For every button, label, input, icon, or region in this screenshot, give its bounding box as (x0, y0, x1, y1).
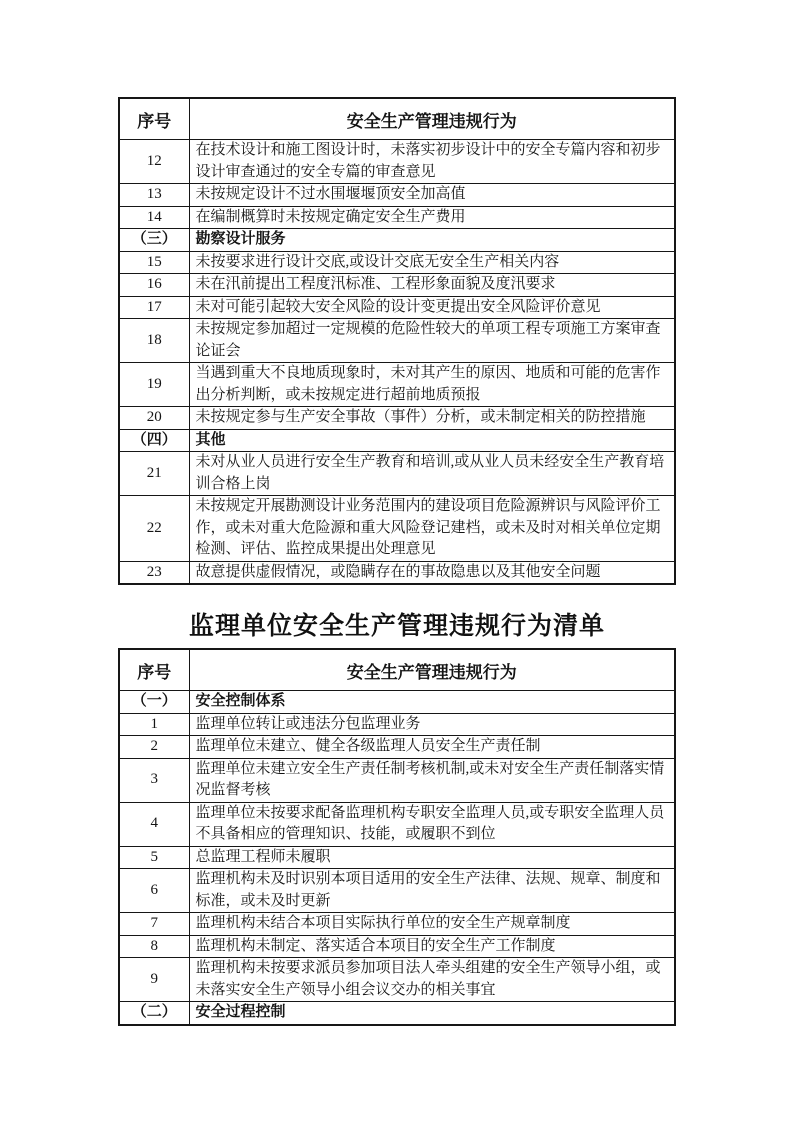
table-row (119, 935, 675, 958)
row-number-cell: （一） (119, 691, 189, 714)
table-row (119, 206, 675, 229)
column-header-serial-number: 序号 (119, 649, 189, 691)
violation-text-cell: 未按要求进行设计交底,或设计交底无安全生产相关内容 (189, 251, 675, 274)
row-number-cell: 21 (119, 452, 189, 496)
row-number-cell: 19 (119, 363, 189, 407)
violation-text-cell: 监理机构未按要求派员参加项目法人牵头组建的安全生产领导小组，或未落实安全生产领导小组会议交办的相关事宜 (189, 958, 675, 1002)
table-row (119, 846, 675, 869)
row-number-cell: 15 (119, 251, 189, 274)
violation-text-cell: 监理单位未建立安全生产责任制考核机制,或未对安全生产责任制落实情况监督考核 (189, 758, 675, 802)
section-row (119, 229, 675, 252)
row-number-cell: 17 (119, 296, 189, 319)
section-row (119, 691, 675, 714)
table-row (119, 802, 675, 846)
row-number-cell: 7 (119, 913, 189, 936)
row-number-cell: 16 (119, 274, 189, 297)
row-number-cell: 5 (119, 846, 189, 869)
violation-text-cell: 监理单位未按要求配备监理机构专职安全监理人员,或专职安全监理人员不具备相应的管理知识、技能，或履职不到位 (189, 802, 675, 846)
table-row (119, 184, 675, 207)
row-number-cell: 18 (119, 319, 189, 363)
row-number-cell: 20 (119, 407, 189, 430)
table-row (119, 958, 675, 1002)
violation-text-cell: 勘察设计服务 (189, 229, 675, 252)
row-number-cell: 8 (119, 935, 189, 958)
violation-text-cell: 总监理工程师未履职 (189, 846, 675, 869)
row-number-cell: 9 (119, 958, 189, 1002)
table-row (119, 869, 675, 913)
table-row (119, 296, 675, 319)
row-number-cell: 14 (119, 206, 189, 229)
table-header-row (119, 98, 675, 140)
table-row (119, 452, 675, 496)
violation-text-cell: 故意提供虚假情况，或隐瞒存在的事故隐患以及其他安全问题 (189, 561, 675, 584)
row-number-cell: （二） (119, 1002, 189, 1025)
row-number-cell: 3 (119, 758, 189, 802)
table-row (119, 561, 675, 584)
violation-text-cell: 监理机构未及时识别本项目适用的安全生产法律、法规、规章、制度和标准，或未及时更新 (189, 869, 675, 913)
row-number-cell: （三） (119, 229, 189, 252)
violation-text-cell: 监理单位转让或违法分包监理业务 (189, 713, 675, 736)
table-row (119, 736, 675, 759)
row-number-cell: 2 (119, 736, 189, 759)
violation-text-cell: 未对从业人员进行安全生产教育和培训,或从业人员未经安全生产教育培训合格上岗 (189, 452, 675, 496)
violation-text-cell: 未在汛前提出工程度汛标准、工程形象面貌及度汛要求 (189, 274, 675, 297)
violation-text-cell: 安全过程控制 (189, 1002, 675, 1025)
table-row (119, 140, 675, 184)
violation-text-cell: 安全控制体系 (189, 691, 675, 714)
column-header-violation: 安全生产管理违规行为 (189, 98, 675, 140)
row-number-cell: 23 (119, 561, 189, 584)
violation-text-cell: 在编制概算时未按规定确定安全生产费用 (189, 206, 675, 229)
table-row (119, 274, 675, 297)
row-number-cell: 1 (119, 713, 189, 736)
design-unit-violations-table (118, 97, 676, 585)
table-row (119, 713, 675, 736)
supervision-unit-violations-table (118, 648, 676, 1026)
row-number-cell: 4 (119, 802, 189, 846)
row-number-cell: 6 (119, 869, 189, 913)
table-row (119, 496, 675, 562)
section-row (119, 1002, 675, 1025)
violation-text-cell: 未按规定参与生产安全事故（事件）分析，或未制定相关的防控措施 (189, 407, 675, 430)
violation-text-cell: 未按规定开展勘测设计业务范围内的建设项目危险源辨识与风险评价工作，或未对重大危险源和重大风险登记建档，或未及时对相关单位定期检测、评估、监控成果提出处理意见 (189, 496, 675, 562)
violation-text-cell: 当遇到重大不良地质现象时，未对其产生的原因、地质和可能的危害作出分析判断，或未按规定进行超前地质预报 (189, 363, 675, 407)
column-header-serial-number: 序号 (119, 98, 189, 140)
table-row (119, 363, 675, 407)
table-row (119, 251, 675, 274)
table-row (119, 407, 675, 430)
violation-text-cell: 监理机构未制定、落实适合本项目的安全生产工作制度 (189, 935, 675, 958)
section-title: 监理单位安全生产管理违规行为清单 (188, 613, 605, 640)
table-row (119, 319, 675, 363)
violation-text-cell: 监理单位未建立、健全各级监理人员安全生产责任制 (189, 736, 675, 759)
section-row (119, 429, 675, 452)
violation-text-cell: 未按规定参加超过一定规模的危险性较大的单项工程专项施工方案审查论证会 (189, 319, 675, 363)
violation-text-cell: 未按规定设计不过水围堰堰顶安全加高值 (189, 184, 675, 207)
row-number-cell: （四） (119, 429, 189, 452)
row-number-cell: 22 (119, 496, 189, 562)
column-header-violation: 安全生产管理违规行为 (189, 649, 675, 691)
violation-text-cell: 其他 (189, 429, 675, 452)
table-header-row (119, 649, 675, 691)
violation-text-cell: 未对可能引起较大安全风险的设计变更提出安全风险评价意见 (189, 296, 675, 319)
violation-text-cell: 监理机构未结合本项目实际执行单位的安全生产规章制度 (189, 913, 675, 936)
table-row (119, 913, 675, 936)
row-number-cell: 13 (119, 184, 189, 207)
table-row (119, 758, 675, 802)
row-number-cell: 12 (119, 140, 189, 184)
violation-text-cell: 在技术设计和施工图设计时，未落实初步设计中的安全专篇内容和初步设计审查通过的安全专篇的审查意见 (189, 140, 675, 184)
